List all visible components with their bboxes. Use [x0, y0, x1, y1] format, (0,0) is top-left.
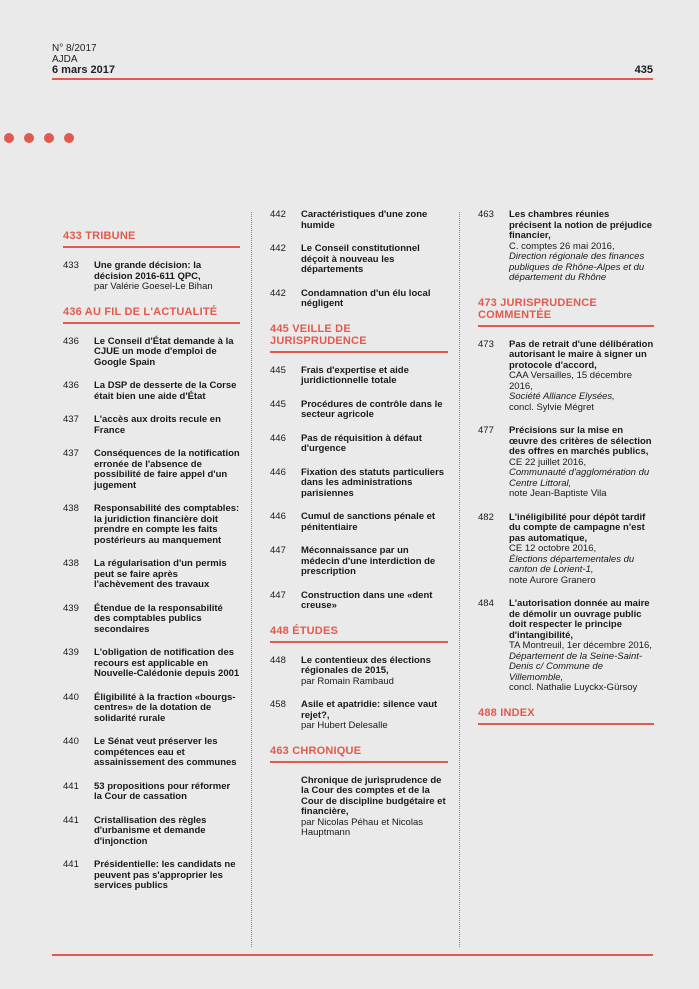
section-title: 473 JURISPRUDENCE COMMENTÉE — [478, 297, 654, 327]
entry-title: Le Sénat veut préserver les compétences eau et assainissement des communes — [94, 736, 237, 768]
issue-number: N° 8/2017 — [52, 43, 97, 54]
entry-page-number: 445 — [270, 364, 286, 376]
toc-entry[interactable] — [63, 816, 240, 848]
toc-entry[interactable] — [270, 210, 448, 231]
entry-page-number: 446 — [270, 466, 286, 478]
entry-detail: Élections départementales du canton de Lorient-1, — [509, 553, 635, 575]
toc-entry[interactable] — [63, 504, 240, 546]
entry-page-number: 482 — [478, 511, 494, 523]
entry-title: Présidentielle: les candidats ne peuvent pas s'approprier les services publics — [94, 859, 236, 891]
entry-title: La régularisation d'un permis peut se faire après l'achèvement des travaux — [94, 558, 227, 590]
entry-page-number: 440 — [63, 691, 79, 703]
section-title: 488 INDEX — [478, 707, 654, 725]
entry-detail: Communauté d'agglomération du Centre Littoral, — [509, 467, 650, 489]
toc-section — [478, 297, 654, 694]
entry-title: Procédures de contrôle dans le secteur agricole — [301, 398, 443, 420]
section-title: 445 VEILLE DE JURISPRUDENCE — [270, 323, 448, 353]
entry-page-number: 441 — [63, 814, 79, 826]
toc-entry[interactable] — [270, 400, 448, 421]
entry-detail: Direction régionale des finances publiques de Rhône-Alpes et du département du Rhône — [509, 251, 645, 283]
entry-title: L'accès aux droits recule en France — [94, 414, 221, 436]
entry-title: Éligibilité à la fraction «bourgs-centres» de la dotation de solidarité rurale — [94, 691, 236, 724]
page-header — [52, 43, 115, 76]
entry-title: Le Conseil d'État demande à la CJUE un mode d'emploi de Google Spain — [94, 335, 234, 368]
toc-section — [270, 745, 448, 839]
entry-page-number — [270, 776, 301, 839]
entry-detail: CE 22 juillet 2016, — [509, 456, 587, 468]
entry-title: Précisions sur la mise en œuvre des critères de sélection des offres en marchés publics, — [509, 425, 652, 457]
toc-entry[interactable] — [63, 415, 240, 436]
entry-page-number: 437 — [63, 414, 79, 425]
entry-title: Le Conseil constitutionnel déçoit à nouveau les départements — [301, 243, 420, 275]
entry-title: Chronique de jurisprudence de la Cour des comptes et de la Cour de discipline budgétaire et financière, — [301, 774, 446, 817]
entry-page-number: 458 — [270, 699, 286, 710]
entry-detail: note Jean-Baptiste Vila — [509, 488, 607, 499]
toc-entry[interactable] — [63, 860, 240, 892]
entry-detail: C. comptes 26 mai 2016, — [509, 240, 615, 252]
toc-entry[interactable] — [270, 366, 448, 387]
entry-page-number: 438 — [63, 503, 79, 514]
entry-title: L'inéligibilité pour dépôt tardif du compte de campagne n'est pas automatique, — [509, 511, 646, 544]
journal-name: AJDA — [52, 54, 78, 65]
toc-entry[interactable] — [63, 559, 240, 591]
toc-entry[interactable] — [63, 782, 240, 803]
entry-page-number: 441 — [63, 780, 79, 792]
section-title: 463 CHRONIQUE — [270, 745, 448, 763]
toc-column-2 — [270, 210, 448, 852]
entry-page-number: 442 — [270, 243, 286, 254]
entry-page-number: 463 — [478, 209, 494, 220]
section-title: 448 ÉTUDES — [270, 625, 448, 643]
bottom-rule — [52, 954, 653, 956]
entry-title: Asile et apatridie: silence vaut rejet?, — [301, 699, 438, 721]
entry-detail: par Romain Rambaud — [301, 675, 394, 687]
entry-page-number: 439 — [63, 602, 79, 614]
entry-page-number: 477 — [478, 425, 494, 436]
toc-entry[interactable] — [270, 546, 448, 578]
entry-page-number: 448 — [270, 654, 286, 666]
entry-page-number: 442 — [270, 209, 286, 220]
entry-page-number: 433 — [63, 260, 79, 271]
toc-entry[interactable] — [270, 289, 448, 310]
toc-entry[interactable] — [478, 599, 654, 694]
toc-section — [478, 210, 654, 284]
entry-detail: concl. Sylvie Mégret — [509, 401, 595, 413]
entry-detail: Département de la Seine-Saint-Denis c/ Commune de Villemomble, — [509, 650, 643, 683]
entry-page-number: 441 — [63, 859, 79, 870]
toc-entry[interactable] — [270, 776, 448, 839]
toc-entry[interactable] — [63, 261, 240, 293]
toc-entry[interactable] — [270, 434, 448, 455]
entry-page-number: 436 — [63, 335, 79, 347]
entry-page-number: 447 — [270, 589, 286, 601]
entry-page-number: 447 — [270, 545, 286, 556]
toc-entry[interactable] — [270, 468, 448, 500]
entry-title: Méconnaissance par un médecin d'une interdiction de prescription — [301, 545, 436, 577]
entry-title: Caractéristiques d'une zone humide — [301, 209, 428, 231]
entry-title: Construction dans une «dent creuse» — [301, 589, 433, 611]
toc-entry[interactable] — [63, 337, 240, 369]
section-title: 433 TRIBUNE — [63, 230, 240, 248]
entry-detail: par Hubert Delesalle — [301, 720, 388, 731]
dot-icon — [64, 133, 74, 143]
toc-entry[interactable] — [63, 381, 240, 402]
entry-page-number: 446 — [270, 511, 286, 522]
toc-entry[interactable] — [478, 426, 654, 500]
entry-title: La DSP de desserte de la Corse était bien une aide d'État — [94, 380, 237, 402]
top-rule — [52, 78, 653, 80]
entry-page-number: 442 — [270, 287, 286, 299]
dot-icon — [4, 133, 14, 143]
entry-page-number: 484 — [478, 598, 494, 609]
entry-title: Étendue de la responsabilité des comptables publics secondaires — [94, 602, 223, 635]
entry-title: Le contentieux des élections régionales de 2015, — [301, 654, 431, 676]
issue-date: 6 mars 2017 — [52, 64, 115, 76]
toc-entry[interactable] — [63, 737, 240, 769]
entry-title: Fixation des statuts particuliers dans les administrations parisiennes — [301, 466, 445, 499]
toc-entry[interactable] — [270, 656, 448, 688]
toc-entry[interactable] — [63, 449, 240, 491]
entry-detail: par Nicolas Péhau et Nicolas Hauptmann — [301, 816, 423, 838]
entry-title: L'autorisation donnée au maire de démolir un ouvrage public doit respecter le principe d'intangibilité, — [509, 598, 650, 641]
toc-section — [63, 306, 240, 892]
entry-page-number: 439 — [63, 647, 79, 658]
entry-detail: par Valérie Goesel-Le Bihan — [94, 281, 213, 292]
toc-column-1 — [63, 210, 240, 905]
entry-page-number: 473 — [478, 338, 494, 350]
toc-entry[interactable] — [270, 591, 448, 612]
toc-entry[interactable] — [270, 244, 448, 276]
column-separator — [251, 212, 252, 947]
entry-detail: note Aurore Granero — [509, 574, 596, 586]
entry-page-number: 446 — [270, 432, 286, 444]
toc-entry[interactable] — [478, 210, 654, 284]
entry-page-number: 440 — [63, 736, 79, 747]
entry-title: Condamnation d'un élu local négligent — [301, 287, 431, 309]
toc-entry[interactable] — [63, 648, 240, 680]
toc-entry[interactable] — [270, 512, 448, 533]
entry-detail: Société Alliance Elysées, — [509, 391, 615, 402]
entry-title: Frais d'expertise et aide juridictionnelle totale — [301, 364, 409, 386]
entry-page-number: 437 — [63, 448, 79, 459]
toc-entry[interactable] — [478, 513, 654, 587]
column-separator — [459, 212, 460, 947]
entry-detail: CE 12 octobre 2016, — [509, 543, 597, 554]
entry-title: Cumul de sanctions pénale et pénitentiaire — [301, 511, 436, 533]
entry-title: Responsabilité des comptables: la juridiction financière doit prendre en compte les faits postérieurs au manquement — [94, 503, 240, 546]
toc-column-3 — [478, 210, 654, 738]
entry-title: Pas de retrait d'une délibération autorisant le maire à signer un protocole d'accord, — [509, 338, 654, 371]
entry-title: Pas de réquisition à défaut d'urgence — [301, 432, 422, 454]
entry-page-number: 436 — [63, 380, 79, 391]
toc-entry[interactable] — [63, 604, 240, 636]
toc-section — [270, 625, 448, 732]
toc-section — [270, 210, 448, 310]
entry-title: L'obligation de notification des recours est applicable en Nouvelle-Calédonie depuis 2001 — [94, 647, 240, 679]
dot-icon — [24, 133, 34, 143]
decorative-dots — [4, 133, 74, 143]
entry-title: 53 propositions pour réformer la Cour de cassation — [94, 780, 231, 802]
entry-title: Une grande décision: la décision 2016-611 QPC, — [94, 260, 202, 282]
entry-title: Les chambres réunies précisent la notion de préjudice financier, — [509, 209, 653, 241]
entry-title: Conséquences de la notification erronée de l'absence de possibilité de faire appel d'un jugement — [94, 448, 240, 491]
entry-title: Cristallisation des règles d'urbanisme et demande d'injonction — [94, 814, 207, 847]
entry-page-number: 445 — [270, 398, 286, 410]
page-number: 435 — [634, 64, 653, 76]
toc-section — [63, 230, 240, 293]
toc-entry[interactable] — [63, 693, 240, 725]
entry-detail: concl. Nathalie Luyckx-Gürsoy — [509, 682, 638, 693]
toc-entry[interactable] — [478, 340, 654, 414]
entry-detail: TA Montreuil, 1er décembre 2016, — [509, 640, 652, 651]
section-title: 436 AU FIL DE L'ACTUALITÉ — [63, 306, 240, 324]
entry-page-number: 438 — [63, 558, 79, 569]
toc-section — [270, 323, 448, 612]
entry-detail: CAA Versailles, 15 décembre 2016, — [509, 370, 633, 392]
dot-icon — [44, 133, 54, 143]
toc-entry[interactable] — [270, 700, 448, 732]
toc-section — [478, 707, 654, 725]
